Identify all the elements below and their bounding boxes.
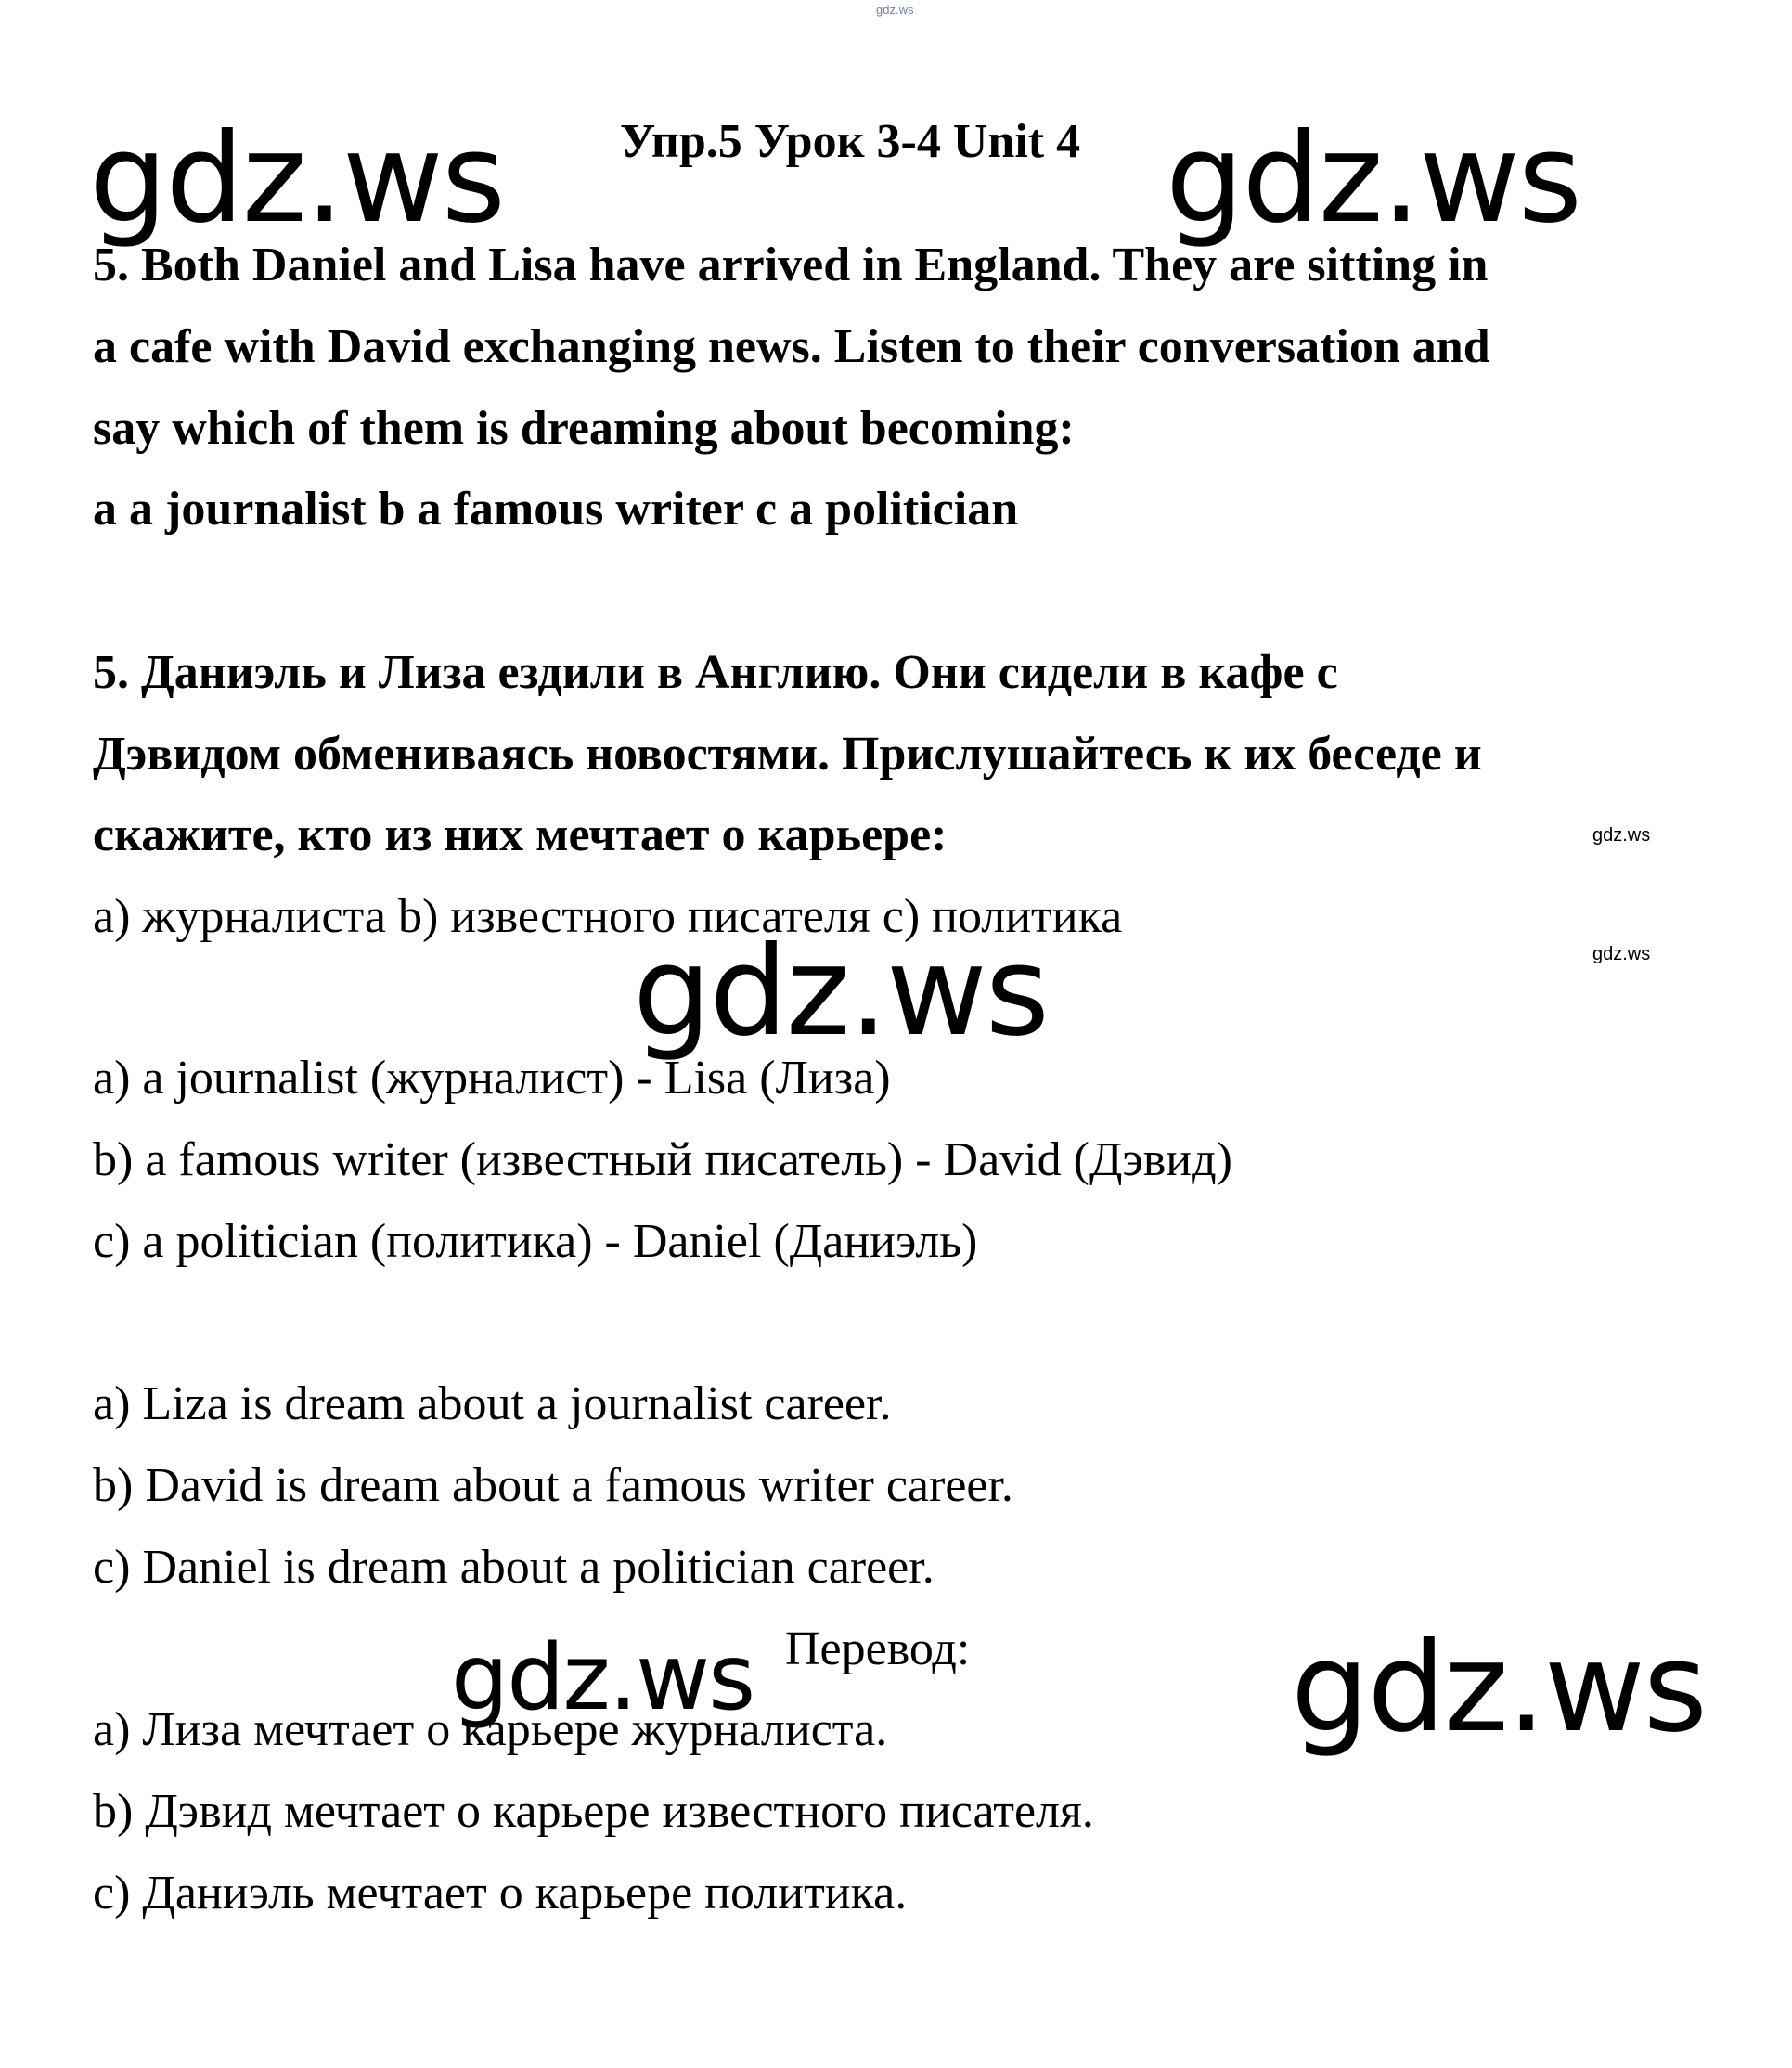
translation-line: а) Лиза мечтает о карьере журналиста. — [93, 1703, 888, 1756]
watermark-bottom-left: gdz.ws — [451, 1625, 754, 1731]
answer-sentence: a) Liza is dream about a journalist career. — [93, 1377, 892, 1430]
watermark-bottom-right: gdz.ws — [1291, 1617, 1707, 1760]
translation-line: b) Дэвид мечтает о карьере известного писателя. — [93, 1785, 1094, 1838]
task-ru-line: 5. Даниэль и Лиза ездили в Англию. Они сидели в кафе с — [93, 646, 1338, 699]
small-watermark: gdz.ws — [1592, 944, 1651, 964]
translation-label: Перевод: — [785, 1622, 971, 1675]
answer-match: a) a journalist (журналист) - Lisa (Лиза) — [93, 1052, 891, 1105]
answer-sentence: c) Daniel is dream about a politician career. — [93, 1541, 935, 1594]
page-title: Упр.5 Урок 3-4 Unit 4 — [620, 115, 1081, 168]
task-en-line: 5. Both Daniel and Lisa have arrived in England. They are sitting in — [93, 239, 1489, 291]
answer-match: b) a famous writer (известный писатель) - David (Дэвид) — [93, 1133, 1232, 1186]
task-en-line: a cafe with David exchanging news. Listen to their conversation and — [93, 320, 1490, 373]
watermark-middle: gdz.ws — [633, 921, 1049, 1064]
task-ru-line: скажите, кто из них мечтает о карьере: — [93, 808, 948, 861]
answer-match: c) a politician (политика) - Daniel (Даниэль) — [93, 1215, 978, 1268]
task-ru-options: а) журналиста b) известного писателя c) политика — [93, 890, 1123, 943]
task-en-line: say which of them is dreaming about becoming: — [93, 402, 1075, 455]
task-en-line: a a journalist b a famous writer c a politician — [93, 483, 1019, 536]
tiny-watermark: gdz.ws — [876, 3, 914, 17]
small-watermark: gdz.ws — [1592, 825, 1651, 846]
translation-line: c) Даниэль мечтает о карьере политика. — [93, 1867, 908, 1919]
watermark-top-right: gdz.ws — [1166, 108, 1581, 251]
answer-sentence: b) David is dream about a famous writer career. — [93, 1459, 1013, 1512]
watermark-top-left: gdz.ws — [89, 108, 505, 251]
task-ru-line: Дэвидом обмениваясь новостями. Прислушайтесь к их беседе и — [93, 728, 1482, 781]
